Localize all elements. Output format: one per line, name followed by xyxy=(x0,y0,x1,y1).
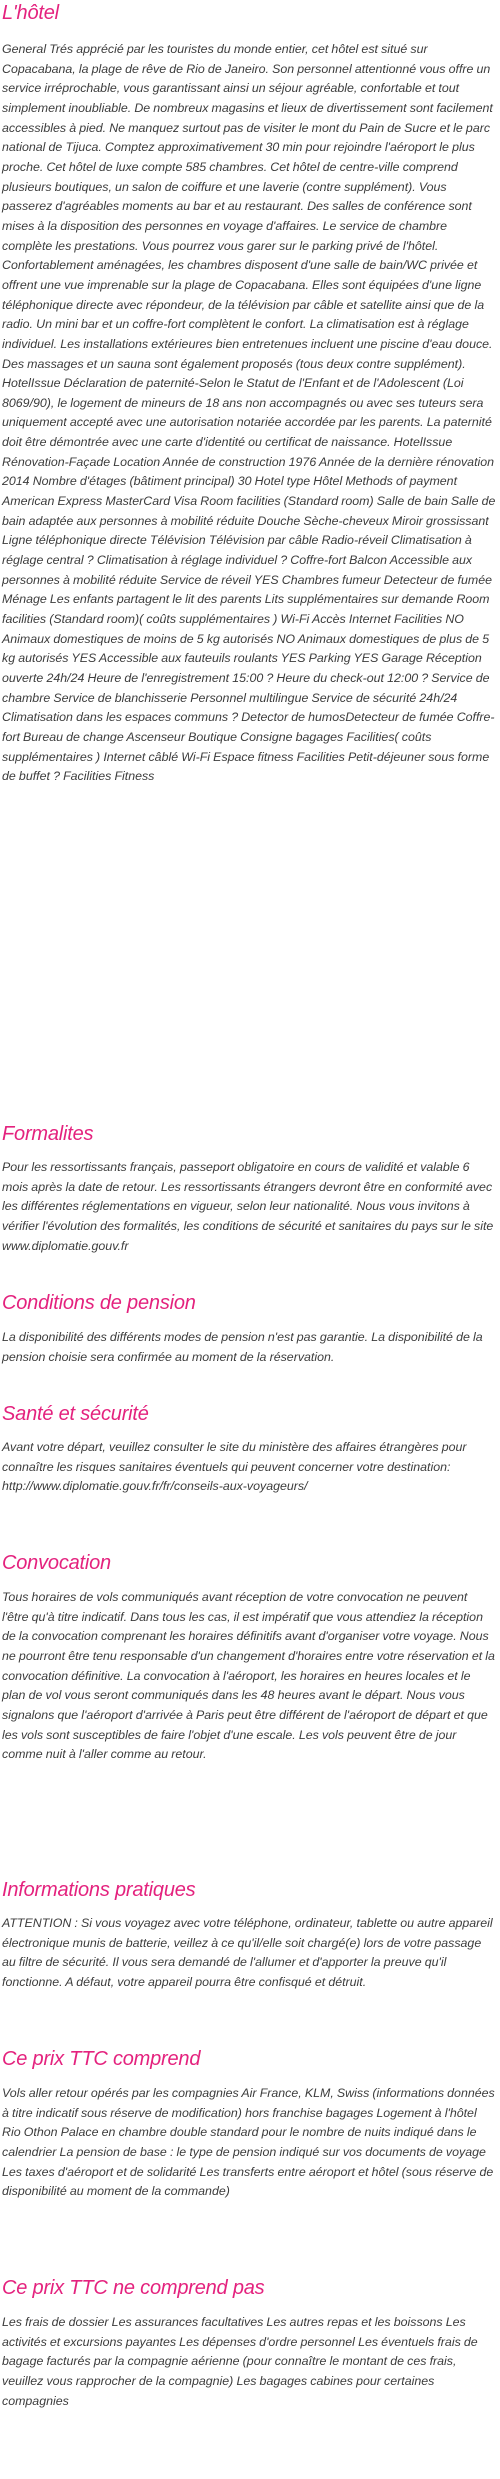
section-title-hotel: L'hôtel xyxy=(2,2,59,24)
section-body-pension: La disponibilité des différents modes de pension n'est pas garantie. La disponibilité de la pension choisie sera confirmée au moment de la réservation. xyxy=(2,1330,483,1364)
section-body-informations-pratiques: ATTENTION : Si vous voyagez avec votre téléphone, ordinateur, tablette ou autre appareil électronique munis de batterie, veillez à ce qu'il/elle soit chargé(e) lors de votre passage au filtre de sécurité. Il vous sera demandé de l'allumer et d'apporter la preuve qu'il fonctionne. A défaut, votre appareil pourra être confisqué et détruit. xyxy=(2,1916,493,1989)
section-body-sante: Avant votre départ, veuillez consulter le site du ministère des affaires étrangères pour connaître les risques sanitaires éventuels qui peuvent concerner votre destination: http://www.diplomatie.gouv.fr/fr/conseils-aux-voyageurs/ xyxy=(2,1440,467,1494)
section-title-formalites: Formalites xyxy=(2,1123,94,1145)
section-title-convocation: Convocation xyxy=(2,1552,111,1574)
section-title-prix-comprend: Ce prix TTC comprend xyxy=(2,2048,201,2070)
section-title-sante: Santé et sécurité xyxy=(2,1403,149,1425)
section-title-prix-ne-comprend: Ce prix TTC ne comprend pas xyxy=(2,2277,265,2299)
section-body-hotel: General Trés apprécié par les touristes du monde entier, cet hôtel est situé sur Copacabana, la plage de rêve de Rio de Janeiro. Son personnel attentionné vous offre un service irréprochable, vous garantissant ainsi un séjour agréable, confortable et tout simplement inoubliable. De nombreux magasins et lieux de divertissement sont facilement accessibles à pied. Ne manquez surtout pas de visiter le mont du Pain de Sucre et le parc national de Tijuca. Comptez approximativement 30 min pour rejoindre l'aéroport le plus proche. Cet hôtel de luxe compte 585 chambres. Cet hôtel de centre-ville comprend plusieurs boutiques, un salon de coiffure et une laverie (contre supplément). Vous passerez d'agréables moments au bar et au restaurant. Des salles de conférence sont mises à la disposition des personnes en voyage d'affaires. Le service de chambre complète les prestations. Vous pourrez vous garer sur le parking privé de l'hôtel. Confortablement aménagées, les chambres disposent d'une salle de bain/WC privée et offrent une vue imprenable sur la plage de Copacabana. Elles sont équipées d'une ligne téléphonique directe avec répondeur, de la télévision par câble et satellite ainsi que de la radio. Un mini bar et un coffre-fort complètent le confort. La climatisation est à réglage individuel. Les installations extérieures bien entretenues incluent une piscine d'eau douce. Des massages et un sauna sont également proposés (tous deux contre supplément). HotelIssue Déclaration de paternité-Selon le Statut de l'Enfant et de l'Adolescent (Loi 8069/90), le logement de mineurs de 18 ans non accompagnés ou avec ses tuteurs sera uniquement accepté avec une autorisation notariée accordée par les parents. La paternité doit être démontrée avec une carte d'identité ou certificat de naissance. HotelIssue Rénovation-Façade Location Année de construction 1976 Année de la dernière rénovation 2014 Nombre d'étages (bâtiment principal) 30 Hotel type Hôtel Methods of payment American Express MasterCard Visa Room facilities (Standard room) Salle de bain Salle de bain adaptée aux personnes à mobilité réduite Douche Sèche-cheveux Miroir grossissant Ligne téléphonique directe Télévision Télévision par câble Radio-réveil Climatisation à réglage central ? Climatisation à réglage individuel ? Coffre-fort Balcon Accessible aux personnes à mobilité réduite Service de réveil YES Chambres fumeur Detecteur de fumée Ménage Les enfants partagent le lit des parents Lits supplémentaires sur demande Room facilities (Standard room)( coûts supplémentaires ) Wi-Fi Accès Internet Facilities NO Animaux domestiques de moins de 5 kg autorisés NO Animaux domestiques de plus de 5 kg autorisés YES Accessible aux fauteuils roulants YES Parking YES Garage Réception ouverte 24h/24 Heure de l'enregistrement 15:00 ? Heure du check-out 12:00 ? Service de chambre Service de blanchisserie Personnel multilingue Service de sécurité 24h/24 Climatisation dans les espaces communs ? Detector de humosDetecteur de fumée Coffre-fort Bureau de change Ascenseur Boutique Consigne bagages Facilities( coûts supplémentaires ) Internet câblé Wi-Fi Espace fitness Facilities Petit-déjeuner sous forme de buffet ? Facilities Fitness xyxy=(2,42,496,784)
section-title-informations-pratiques: Informations pratiques xyxy=(2,1879,196,1901)
section-title-pension: Conditions de pension xyxy=(2,1292,196,1314)
section-body-formalites: Pour les ressortissants français, passeport obligatoire en cours de validité et valable 6 mois après la date de retour. Les ressortissants étrangers devront être en conformité avec les différentes réglementations en vigueur, selon leur nationalité. Nous vous invitons à vérifier l'évolution des formalités, les conditions de sécurité et sanitaires du pays sur le site www.diplomatie.gouv.fr xyxy=(2,1160,494,1253)
section-body-convocation: Tous horaires de vols communiqués avant réception de votre convocation ne peuvent l'être qu'à titre indicatif. Dans tous les cas, il est impératif que vous attendiez la réception de la convocation comprenant les horaires définitifs avant d'organiser votre voyage. Nous ne pourront être tenu responsable d'un changement d'horaires entre votre réservation et la convocation définitive. La convocation à l'aéroport, les horaires en heures locales et le plan de vol vous seront communiqués dans les 48 heures avant le départ. Nous vous signalons que l'aéroport d'arrivée à Paris peut être différent de l'aéroport de départ et que les vols sont susceptibles de faire l'objet d'une escale. Les vols peuvent être de jour comme nuit à l'aller comme au retour. xyxy=(2,1590,495,1762)
section-body-prix-comprend: Vols aller retour opérés par les compagnies Air France, KLM, Swiss (informations données à titre indicatif sous réserve de modification) hors franchise bagages Logement à l'hôtel Rio Othon Palace en chambre double standard pour le nombre de nuits indiqué dans le calendrier La pension de base : le type de pension indiqué sur vos documents de voyage Les taxes d'aéroport et de solidarité Les transferts entre aéroport et hôtel (sous réserve de disponibilité au moment de la commande) xyxy=(2,2086,495,2199)
section-body-prix-ne-comprend: Les frais de dossier Les assurances facultatives Les autres repas et les boissons Les activités et excursions payantes Les dépenses d'ordre personnel Les éventuels frais de bagage facturés par la compagnie aérienne (pour connaître le montant de ces frais, veuillez vous rapprocher de la compagnie) Les bagages cabines pour certaines compagnies xyxy=(2,2315,478,2408)
